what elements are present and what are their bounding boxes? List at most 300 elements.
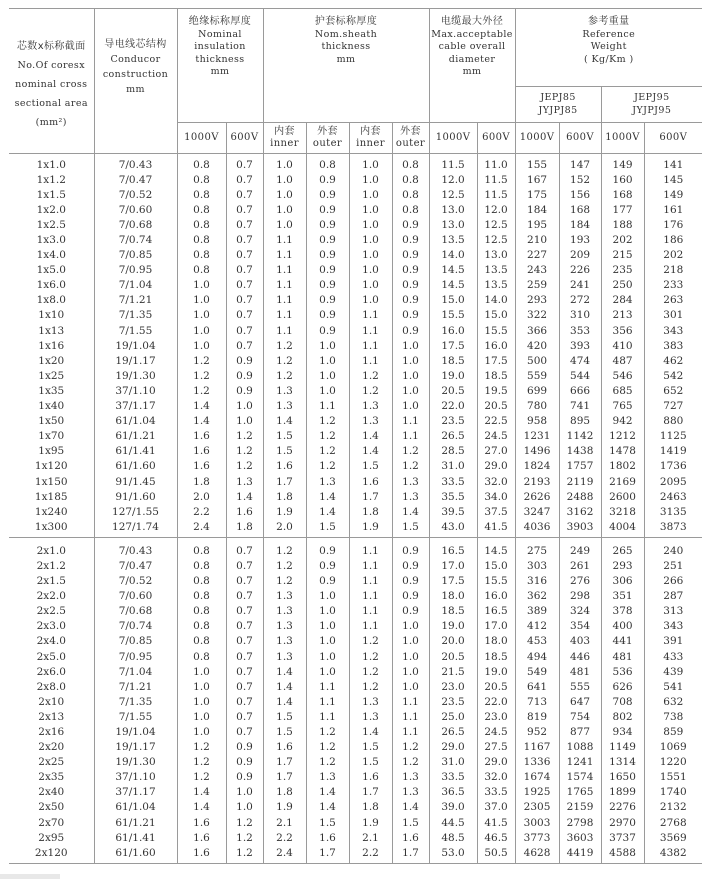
cell-sheath-1000v-outer: 1.4 (306, 800, 349, 815)
cell-dia-1000v: 14.5 (429, 278, 477, 293)
cell-core-section: 1x35 (9, 383, 94, 398)
cell-sheath-1000v-inner: 1.3 (263, 619, 306, 634)
cell-dia-600v: 18.5 (477, 368, 515, 383)
cell-sheath-600v-outer: 0.9 (392, 217, 429, 232)
cell-sheath-1000v-inner: 1.6 (263, 459, 306, 474)
table-row (9, 323, 702, 338)
cell-core-section: 2x5.0 (9, 649, 94, 664)
header-insulation-en-2: insulation (194, 41, 246, 52)
cell-dia-1000v: 53.0 (429, 845, 477, 864)
cell-ins-600v: 0.7 (226, 558, 263, 573)
cell-sheath-600v-outer: 1.0 (392, 368, 429, 383)
cell-dia-600v: 16.0 (477, 338, 515, 353)
cell-sheath-1000v-inner: 1.0 (263, 202, 306, 217)
cell-conductor: 7/1.35 (94, 694, 177, 709)
cell-dia-1000v: 20.5 (429, 383, 477, 398)
cell-sheath-600v-outer: 1.0 (392, 619, 429, 634)
cell-dia-600v: 17.5 (477, 353, 515, 368)
header-diameter-en-3: diameter (448, 53, 496, 65)
cell-sheath-1000v-outer: 1.1 (306, 694, 349, 709)
cell-wt-b-1000v: 934 (601, 724, 644, 739)
cell-core-section: 1x6.0 (9, 278, 94, 293)
cell-conductor: 37/1.17 (94, 399, 177, 414)
cell-wt-b-600v: 1736 (659, 460, 687, 473)
cell-ins-600v: 1.4 (226, 489, 263, 504)
cell-sheath-600v-inner: 1.0 (349, 172, 392, 187)
cell-wt-a-600v: 544 (559, 368, 601, 383)
header-sheath-cn: 护套标称厚度 (314, 16, 378, 27)
cell-sheath-1000v-inner: 1.8 (263, 489, 306, 504)
header-conductor-en-2: construction (102, 69, 169, 80)
cell-sheath-600v-outer: 1.5 (392, 519, 429, 538)
cable-spec-table (9, 8, 702, 864)
cell-conductor: 37/1.10 (94, 770, 177, 785)
table-row (9, 845, 702, 864)
cell-wt-b-1000v: 765 (601, 399, 644, 414)
cell-sheath-600v-inner: 1.0 (349, 202, 392, 217)
cell-core-section: 1x185 (9, 489, 94, 504)
cell-wt-a-1000v: 227 (515, 248, 559, 263)
cell-sheath-1000v-inner: 1.8 (263, 785, 306, 800)
cell-ins-1000v: 1.2 (177, 368, 226, 383)
cell-wt-b-600v: 1069 (659, 741, 687, 754)
cell-ins-600v: 1.0 (226, 785, 263, 800)
cell-dia-600v: 11.5 (477, 172, 515, 187)
cell-core-section: 2x1.0 (9, 538, 94, 559)
cell-wt-b-1000v: 2600 (601, 489, 644, 504)
cell-wt-a-1000v: 316 (515, 574, 559, 589)
cell-ins-1000v: 0.8 (177, 604, 226, 619)
table-row (9, 574, 702, 589)
cell-dia-1000v: 12.5 (429, 187, 477, 202)
cell-core-section: 2x10 (9, 694, 94, 709)
cell-dia-600v: 29.0 (477, 459, 515, 474)
table-row (9, 293, 702, 308)
cell-wt-a-600v: 310 (559, 308, 601, 323)
cell-wt-b-1000v: 306 (601, 574, 644, 589)
header-diameter-unit: mm (462, 66, 482, 77)
cell-sheath-600v-outer: 1.5 (392, 815, 429, 830)
cell-wt-a-600v: 354 (559, 619, 601, 634)
cell-ins-600v: 0.7 (226, 263, 263, 278)
cell-sheath-1000v-outer: 0.9 (306, 232, 349, 247)
table-row (9, 709, 702, 724)
cell-wt-b-600v: 186 (663, 234, 684, 247)
cell-wt-a-600v: 241 (559, 278, 601, 293)
cell-dia-1000v: 20.0 (429, 634, 477, 649)
cell-wt-b-600v: 3569 (659, 831, 687, 844)
cell-conductor: 7/0.43 (94, 154, 177, 173)
cell-sheath-600v-outer: 1.2 (392, 444, 429, 459)
cell-ins-600v: 0.7 (226, 248, 263, 263)
cell-conductor: 61/1.21 (94, 429, 177, 444)
cell-conductor: 7/1.35 (94, 308, 177, 323)
cell-sheath-1000v-outer: 0.9 (306, 187, 349, 202)
cell-ins-1000v: 1.0 (177, 709, 226, 724)
cell-dia-1000v: 17.5 (429, 574, 477, 589)
cell-sheath-600v-outer: 1.6 (392, 830, 429, 845)
cell-sheath-600v-outer: 1.2 (392, 740, 429, 755)
cell-sheath-1000v-inner: 1.4 (263, 694, 306, 709)
cell-sheath-600v-inner: 1.0 (349, 217, 392, 232)
cell-sheath-1000v-outer: 1.5 (306, 815, 349, 830)
cell-dia-1000v: 20.5 (429, 649, 477, 664)
cell-dia-1000v: 16.0 (429, 323, 477, 338)
cell-core-section: 2x20 (9, 740, 94, 755)
cell-sheath-600v-inner: 1.2 (349, 368, 392, 383)
cell-sheath-1000v-inner: 1.9 (263, 504, 306, 519)
cell-dia-600v: 50.5 (477, 845, 515, 864)
cell-core-section: 1x25 (9, 368, 94, 383)
cell-sheath-600v-inner: 1.3 (349, 399, 392, 414)
table-row (9, 187, 702, 202)
cable-spec-table-container (9, 8, 702, 864)
cell-ins-600v: 0.7 (226, 604, 263, 619)
table-row (9, 232, 702, 247)
cell-dia-600v: 20.5 (477, 399, 515, 414)
cell-sheath-1000v-outer: 1.0 (306, 368, 349, 383)
cell-sheath-600v-inner: 1.4 (349, 444, 392, 459)
cell-core-section: 2x1.2 (9, 558, 94, 573)
cell-sheath-1000v-inner: 1.4 (263, 679, 306, 694)
cell-wt-a-600v: 877 (559, 724, 601, 739)
cell-sheath-1000v-inner: 1.2 (263, 338, 306, 353)
cell-dia-1000v: 23.0 (429, 679, 477, 694)
cell-ins-600v: 0.7 (226, 187, 263, 202)
cell-wt-a-1000v: 155 (515, 154, 559, 173)
cell-sheath-600v-inner: 1.3 (349, 414, 392, 429)
header-core-section-en-3: sectional area (14, 98, 88, 109)
table-row (9, 558, 702, 573)
cell-sheath-1000v-outer: 0.9 (306, 263, 349, 278)
cell-dia-1000v: 44.5 (429, 815, 477, 830)
cell-wt-a-600v: 1438 (559, 444, 601, 459)
cell-core-section: 1x4.0 (9, 248, 94, 263)
cell-wt-a-600v: 276 (559, 574, 601, 589)
cell-wt-a-600v: 168 (559, 202, 601, 217)
cell-wt-a-1000v: 243 (515, 263, 559, 278)
cell-sheath-600v-inner: 1.0 (349, 293, 392, 308)
cell-wt-a-600v: 324 (559, 604, 601, 619)
cell-ins-600v: 0.7 (226, 619, 263, 634)
single-core-group (9, 154, 702, 538)
header-weight-group-b (601, 87, 702, 123)
cell-sheath-600v-outer: 1.3 (392, 770, 429, 785)
cell-wt-a-1000v: 1925 (515, 785, 559, 800)
cell-wt-b-600v: 738 (663, 710, 684, 723)
header-weight-a-1000v: 1000V (515, 123, 559, 154)
cell-sheath-1000v-inner: 1.1 (263, 278, 306, 293)
cell-wt-b-1000v: 1802 (601, 459, 644, 474)
cell-dia-600v: 37.0 (477, 800, 515, 815)
cell-sheath-600v-outer: 0.9 (392, 323, 429, 338)
cell-wt-a-1000v: 389 (515, 604, 559, 619)
cell-wt-b-1000v: 378 (601, 604, 644, 619)
cell-sheath-1000v-inner: 1.0 (263, 154, 306, 173)
cell-wt-b-1000v: 293 (601, 558, 644, 573)
cell-wt-a-600v: 474 (559, 353, 601, 368)
header-weight-unit: ( Kg/Km ) (584, 53, 634, 65)
cell-wt-b-1000v: 481 (601, 649, 644, 664)
cell-wt-a-1000v: 559 (515, 368, 559, 383)
cell-wt-a-600v: 403 (559, 634, 601, 649)
cell-sheath-1000v-inner: 1.1 (263, 232, 306, 247)
table-row (9, 172, 702, 187)
header-diameter-en-1: Max.acceptable (431, 28, 513, 40)
cell-sheath-600v-outer: 0.8 (392, 202, 429, 217)
cell-ins-600v: 0.7 (226, 217, 263, 232)
cell-sheath-600v-outer: 0.9 (392, 558, 429, 573)
cell-ins-1000v: 0.8 (177, 558, 226, 573)
cell-sheath-600v-inner: 1.0 (349, 232, 392, 247)
cell-core-section: 1x3.0 (9, 232, 94, 247)
cell-ins-600v: 0.7 (226, 154, 263, 173)
cell-core-section: 2x13 (9, 709, 94, 724)
cell-dia-1000v: 36.5 (429, 785, 477, 800)
cell-sheath-600v-inner: 1.8 (349, 800, 392, 815)
cell-wt-b-600v: 859 (663, 726, 684, 739)
cell-wt-a-1000v: 1824 (515, 459, 559, 474)
cell-ins-1000v: 2.2 (177, 504, 226, 519)
cell-core-section: 1x240 (9, 504, 94, 519)
cell-wt-a-600v: 4419 (559, 845, 601, 864)
cell-conductor: 127/1.55 (94, 504, 177, 519)
cell-wt-a-1000v: 500 (515, 353, 559, 368)
cell-sheath-1000v-outer: 1.4 (306, 504, 349, 519)
cell-dia-600v: 32.0 (477, 474, 515, 489)
cell-wt-a-600v: 261 (559, 558, 601, 573)
header-sheath-600v-outer (392, 123, 429, 154)
two-core-group (9, 538, 702, 864)
cell-ins-600v: 0.9 (226, 383, 263, 398)
cell-ins-1000v: 1.2 (177, 755, 226, 770)
cell-sheath-1000v-inner: 1.1 (263, 323, 306, 338)
cell-sheath-1000v-inner: 1.0 (263, 217, 306, 232)
cell-ins-600v: 1.0 (226, 800, 263, 815)
cell-core-section: 2x4.0 (9, 634, 94, 649)
cell-dia-600v: 23.0 (477, 709, 515, 724)
cell-wt-b-1000v: 168 (601, 187, 644, 202)
cell-wt-b-600v: 202 (663, 249, 684, 262)
outer-label-cn: 外套 (400, 125, 421, 137)
cell-dia-600v: 11.5 (477, 187, 515, 202)
cell-ins-1000v: 1.0 (177, 308, 226, 323)
cell-sheath-600v-outer: 1.0 (392, 338, 429, 353)
cell-ins-600v: 1.2 (226, 845, 263, 864)
cell-wt-b-600v: 233 (663, 279, 684, 292)
cell-wt-b-1000v: 160 (601, 172, 644, 187)
cell-sheath-1000v-outer: 0.9 (306, 217, 349, 232)
table-row (9, 740, 702, 755)
cell-conductor: 61/1.21 (94, 815, 177, 830)
table-row (9, 755, 702, 770)
cell-core-section: 2x40 (9, 785, 94, 800)
cell-dia-600v: 37.5 (477, 504, 515, 519)
cell-dia-1000v: 17.0 (429, 558, 477, 573)
cell-wt-a-1000v: 412 (515, 619, 559, 634)
cell-wt-a-1000v: 210 (515, 232, 559, 247)
cell-dia-600v: 15.5 (477, 574, 515, 589)
cell-conductor: 7/0.68 (94, 604, 177, 619)
cell-wt-b-600v: 1551 (659, 771, 687, 784)
cell-ins-1000v: 1.6 (177, 845, 226, 864)
cell-sheath-1000v-outer: 1.7 (306, 845, 349, 864)
cell-sheath-600v-outer: 0.8 (392, 172, 429, 187)
cell-sheath-600v-inner: 1.2 (349, 383, 392, 398)
cell-conductor: 7/0.60 (94, 589, 177, 604)
cell-wt-a-600v: 2159 (559, 800, 601, 815)
cell-wt-b-1000v: 250 (601, 278, 644, 293)
table-row (9, 770, 702, 785)
cell-wt-b-1000v: 487 (601, 353, 644, 368)
cell-wt-a-600v: 298 (559, 589, 601, 604)
cell-sheath-600v-inner: 1.3 (349, 709, 392, 724)
cell-wt-a-600v: 3903 (559, 519, 601, 538)
cell-sheath-1000v-inner: 1.3 (263, 399, 306, 414)
cell-ins-600v: 0.7 (226, 172, 263, 187)
cell-dia-1000v: 31.0 (429, 459, 477, 474)
cell-sheath-600v-inner: 1.1 (349, 338, 392, 353)
table-row (9, 414, 702, 429)
cell-wt-a-1000v: 4036 (515, 519, 559, 538)
cell-dia-600v: 15.0 (477, 308, 515, 323)
header-insulation-1000v: 1000V (177, 123, 226, 154)
cell-sheath-600v-inner: 1.5 (349, 755, 392, 770)
header-weight (515, 9, 702, 87)
cell-sheath-1000v-outer: 1.4 (306, 489, 349, 504)
cell-ins-600v: 0.7 (226, 634, 263, 649)
cell-sheath-600v-inner: 1.3 (349, 694, 392, 709)
cell-sheath-600v-outer: 1.3 (392, 474, 429, 489)
cell-wt-b-1000v: 1899 (601, 785, 644, 800)
cell-conductor: 7/0.95 (94, 649, 177, 664)
cell-sheath-1000v-inner: 1.3 (263, 604, 306, 619)
cell-sheath-600v-inner: 1.1 (349, 574, 392, 589)
outer-label-en: outer (395, 138, 426, 149)
cell-sheath-600v-inner: 1.1 (349, 308, 392, 323)
cell-sheath-1000v-inner: 1.5 (263, 709, 306, 724)
cell-wt-b-600v: 145 (663, 173, 684, 186)
cell-ins-600v: 0.7 (226, 589, 263, 604)
cell-ins-600v: 0.9 (226, 740, 263, 755)
cell-ins-600v: 0.7 (226, 709, 263, 724)
cell-sheath-1000v-outer: 1.0 (306, 634, 349, 649)
cell-wt-b-600v: 141 (663, 158, 684, 171)
cell-sheath-600v-outer: 0.9 (392, 574, 429, 589)
cell-sheath-600v-inner: 1.1 (349, 323, 392, 338)
inner-label-cn: 内套 (360, 125, 381, 137)
header-insulation (177, 9, 263, 123)
cell-wt-b-600v: 301 (663, 309, 684, 322)
cell-dia-600v: 27.0 (477, 444, 515, 459)
cell-wt-b-600v: 542 (663, 369, 684, 382)
cell-sheath-600v-inner: 1.0 (349, 248, 392, 263)
cell-wt-b-600v: 266 (663, 575, 684, 588)
cell-ins-600v: 0.7 (226, 649, 263, 664)
cell-conductor: 7/0.52 (94, 574, 177, 589)
cell-wt-b-1000v: 4004 (601, 519, 644, 538)
cell-core-section: 1x16 (9, 338, 94, 353)
cell-core-section: 2x6.0 (9, 664, 94, 679)
cell-wt-a-600v: 2119 (559, 474, 601, 489)
cell-ins-1000v: 1.6 (177, 815, 226, 830)
table-row (9, 724, 702, 739)
cell-wt-a-1000v: 366 (515, 323, 559, 338)
cell-ins-1000v: 1.0 (177, 338, 226, 353)
header-core-section (9, 9, 94, 154)
cell-wt-b-1000v: 410 (601, 338, 644, 353)
cell-ins-1000v: 0.8 (177, 589, 226, 604)
cell-sheath-600v-inner: 1.4 (349, 429, 392, 444)
cell-conductor: 61/1.41 (94, 444, 177, 459)
cell-conductor: 7/0.95 (94, 263, 177, 278)
header-weight-a-600v: 600V (559, 123, 601, 154)
table-row (9, 649, 702, 664)
cell-wt-a-600v: 895 (559, 414, 601, 429)
cell-dia-1000v: 16.5 (429, 538, 477, 559)
header-weight-en-2: Weight (590, 41, 627, 52)
cell-ins-600v: 0.7 (226, 338, 263, 353)
cell-wt-b-600v: 727 (663, 400, 684, 413)
cell-sheath-600v-inner: 2.2 (349, 845, 392, 864)
cell-sheath-600v-outer: 1.7 (392, 845, 429, 864)
cell-wt-b-600v: 2132 (659, 801, 687, 814)
cell-sheath-600v-inner: 1.2 (349, 634, 392, 649)
cell-ins-600v: 0.7 (226, 538, 263, 559)
header-insulation-600v: 600V (226, 123, 263, 154)
cell-sheath-600v-inner: 1.1 (349, 353, 392, 368)
cell-dia-600v: 17.0 (477, 619, 515, 634)
cell-sheath-600v-inner: 1.4 (349, 724, 392, 739)
cell-wt-a-1000v: 3003 (515, 815, 559, 830)
cell-wt-a-1000v: 1231 (515, 429, 559, 444)
cell-wt-b-600v: 2463 (659, 490, 687, 503)
header-sheath-1000v-outer (306, 123, 349, 154)
cell-dia-1000v: 22.0 (429, 399, 477, 414)
cell-sheath-600v-inner: 1.1 (349, 538, 392, 559)
header-weight-en-1: Reference (582, 28, 636, 40)
cell-wt-b-600v: 1740 (659, 786, 687, 799)
cell-wt-b-600v: 161 (663, 203, 684, 216)
cell-conductor: 7/0.43 (94, 538, 177, 559)
cell-dia-1000v: 29.0 (429, 740, 477, 755)
cell-conductor: 7/1.04 (94, 664, 177, 679)
cell-wt-b-600v: 251 (663, 559, 684, 572)
cell-conductor: 61/1.04 (94, 800, 177, 815)
table-row (9, 815, 702, 830)
cell-sheath-600v-inner: 1.8 (349, 504, 392, 519)
cell-ins-1000v: 0.8 (177, 619, 226, 634)
cell-wt-a-600v: 481 (559, 664, 601, 679)
cell-dia-600v: 12.0 (477, 202, 515, 217)
cell-sheath-1000v-outer: 0.9 (306, 538, 349, 559)
table-row (9, 474, 702, 489)
cell-wt-a-600v: 147 (559, 154, 601, 173)
cell-ins-1000v: 2.4 (177, 519, 226, 538)
cell-wt-b-600v: 3135 (659, 505, 687, 518)
cell-dia-600v: 13.5 (477, 278, 515, 293)
cell-sheath-600v-inner: 1.0 (349, 154, 392, 173)
cell-conductor: 37/1.17 (94, 785, 177, 800)
cell-sheath-600v-outer: 0.9 (392, 248, 429, 263)
cell-sheath-600v-inner: 1.5 (349, 459, 392, 474)
cell-core-section: 1x70 (9, 429, 94, 444)
cell-core-section: 1x8.0 (9, 293, 94, 308)
table-row (9, 338, 702, 353)
cell-dia-1000v: 26.5 (429, 724, 477, 739)
cell-wt-b-1000v: 942 (601, 414, 644, 429)
cell-conductor: 91/1.60 (94, 489, 177, 504)
